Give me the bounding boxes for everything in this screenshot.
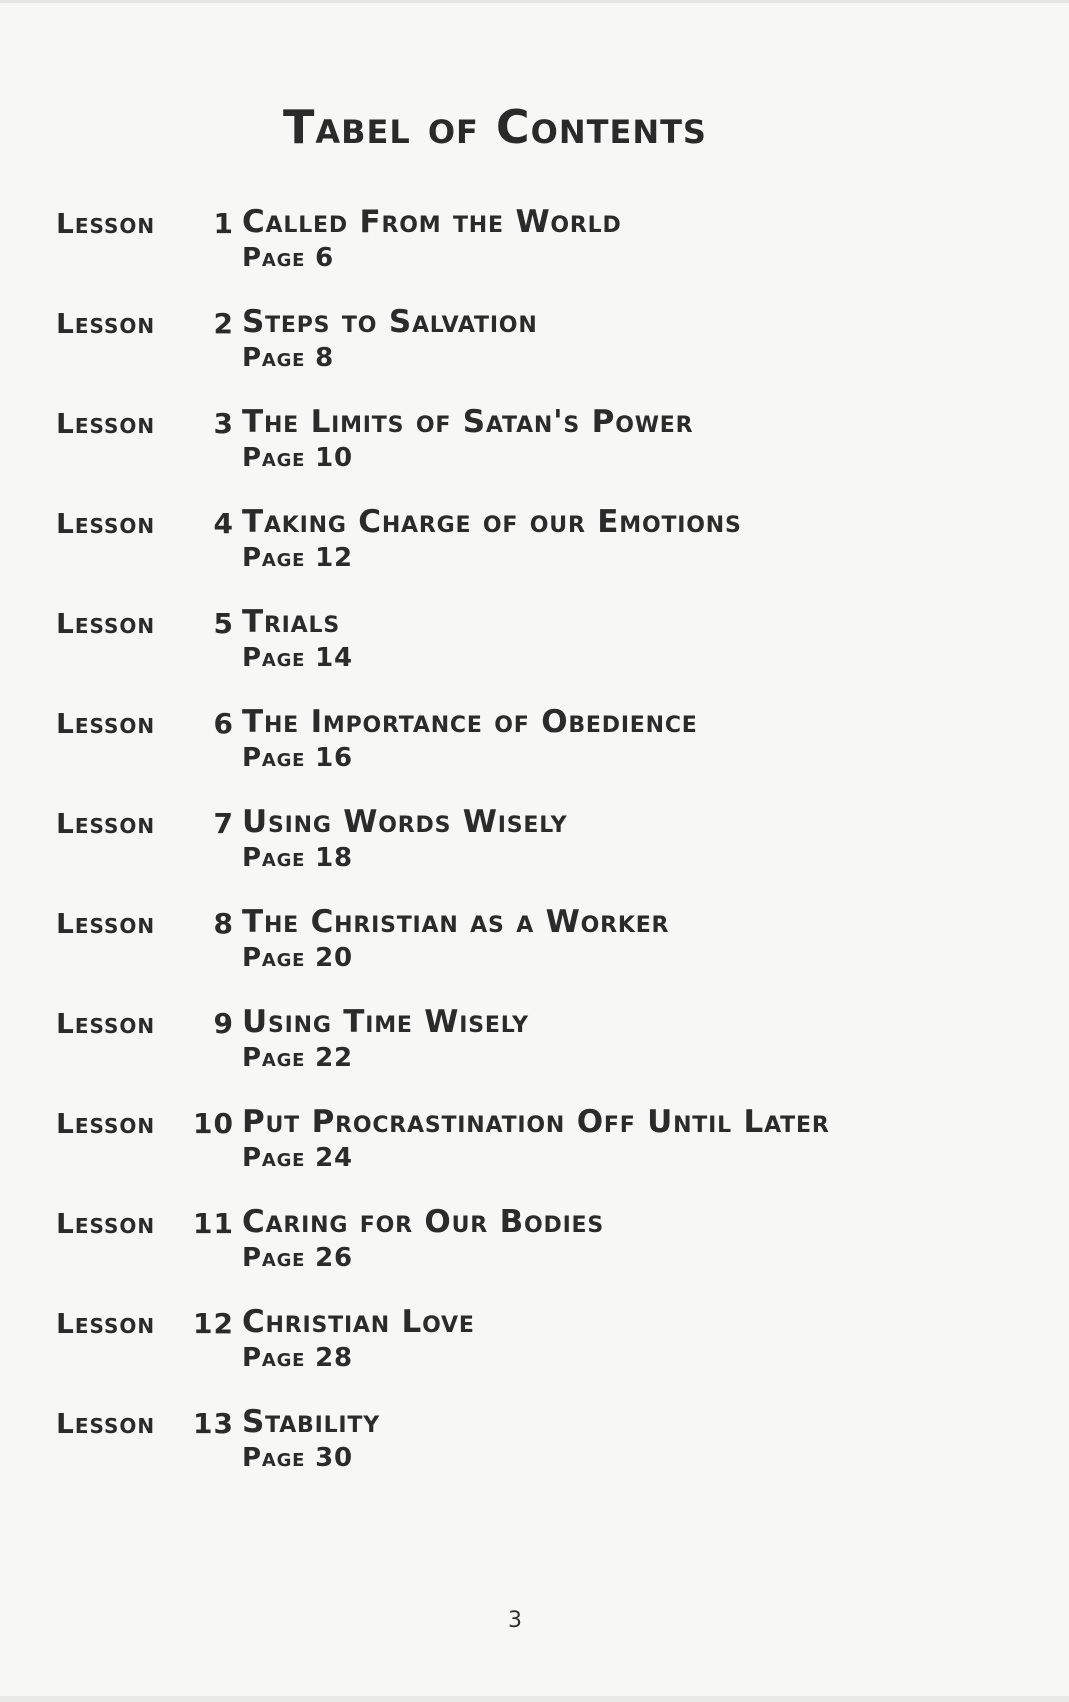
lesson-number: 6 <box>213 707 234 740</box>
lesson-item <box>242 1003 529 1103</box>
lesson-item <box>242 803 567 903</box>
lesson-title[interactable]: Steps to Salvation <box>242 304 538 340</box>
toc-entry-10[interactable] <box>56 1103 916 1203</box>
lesson-label <box>56 1203 242 1303</box>
lesson-title[interactable]: Using Time Wisely <box>242 1004 529 1040</box>
toc-entry-8[interactable] <box>56 903 916 1003</box>
lesson-label <box>56 503 242 603</box>
lesson-title[interactable]: Using Words Wisely <box>242 804 568 840</box>
toc-entry-1[interactable] <box>56 203 916 303</box>
lesson-word: Lesson <box>56 607 156 640</box>
lesson-number: 12 <box>193 1307 234 1340</box>
lesson-title[interactable]: Taking Charge of our Emotions <box>242 504 742 540</box>
lesson-title[interactable]: Called From the World <box>242 204 622 240</box>
lesson-label <box>56 1003 242 1103</box>
lesson-page: Page 22 <box>242 1043 353 1073</box>
page-number: 3 <box>508 1608 522 1633</box>
lesson-number: 11 <box>193 1207 234 1240</box>
lesson-word: Lesson <box>56 1307 156 1340</box>
lesson-title[interactable]: The Christian as a Worker <box>242 904 670 940</box>
lesson-label <box>56 703 242 803</box>
lesson-title[interactable]: Christian Love <box>242 1304 475 1340</box>
lesson-number: 7 <box>213 807 234 840</box>
lesson-page: Page 28 <box>242 1343 353 1373</box>
lesson-title[interactable]: Stability <box>242 1404 380 1440</box>
lesson-number: 13 <box>193 1407 234 1440</box>
lesson-page: Page 10 <box>242 443 353 473</box>
lesson-number: 9 <box>213 1007 234 1040</box>
lesson-page: Page 30 <box>242 1443 353 1473</box>
lesson-page: Page 20 <box>242 943 353 973</box>
lesson-word: Lesson <box>56 307 156 340</box>
lesson-label <box>56 403 242 503</box>
lesson-word: Lesson <box>56 1107 156 1140</box>
lesson-title[interactable]: The Importance of Obedience <box>242 704 698 740</box>
lesson-word: Lesson <box>56 507 156 540</box>
lesson-title[interactable]: Caring for Our Bodies <box>242 1204 605 1240</box>
lesson-page: Page 18 <box>242 843 353 873</box>
lesson-item <box>242 1103 830 1203</box>
lesson-label <box>56 1303 242 1403</box>
toc-entry-3[interactable] <box>56 403 916 503</box>
lesson-title[interactable]: The Limits of Satan's Power <box>242 404 694 440</box>
lesson-label <box>56 1103 242 1203</box>
lesson-label <box>56 203 242 303</box>
lesson-word: Lesson <box>56 407 156 440</box>
toc-entry-13[interactable] <box>56 1403 916 1503</box>
toc-entry-2[interactable] <box>56 303 916 403</box>
lesson-word: Lesson <box>56 1007 156 1040</box>
lesson-page: Page 24 <box>242 1143 353 1173</box>
lesson-page: Page 6 <box>242 243 334 273</box>
lesson-item <box>242 1203 604 1303</box>
lesson-word: Lesson <box>56 707 156 740</box>
lesson-item <box>242 303 538 403</box>
lesson-number: 4 <box>213 507 234 540</box>
lesson-number: 10 <box>193 1107 234 1140</box>
toc-entry-12[interactable] <box>56 1303 916 1403</box>
toc-entry-7[interactable] <box>56 803 916 903</box>
lesson-word: Lesson <box>56 1407 156 1440</box>
lesson-item <box>242 703 698 803</box>
lesson-item <box>242 1403 380 1503</box>
toc-entry-4[interactable] <box>56 503 916 603</box>
page-title: Tabel of Contents <box>283 100 707 154</box>
lesson-label <box>56 303 242 403</box>
lesson-page: Page 16 <box>242 743 353 773</box>
lesson-page: Page 8 <box>242 343 334 373</box>
lesson-number: 3 <box>213 407 234 440</box>
lesson-word: Lesson <box>56 1207 156 1240</box>
lesson-label <box>56 603 242 703</box>
lesson-item <box>242 503 742 603</box>
lesson-word: Lesson <box>56 807 156 840</box>
lesson-item <box>242 903 669 1003</box>
lesson-item <box>242 203 622 303</box>
lesson-number: 5 <box>213 607 234 640</box>
lesson-page: Page 14 <box>242 643 353 673</box>
lesson-title[interactable]: Trials <box>242 604 340 640</box>
lesson-word: Lesson <box>56 907 156 940</box>
lesson-number: 8 <box>213 907 234 940</box>
lesson-number: 2 <box>213 307 234 340</box>
toc-entry-5[interactable] <box>56 603 916 703</box>
lesson-label <box>56 903 242 1003</box>
lesson-label <box>56 803 242 903</box>
lesson-page: Page 26 <box>242 1243 353 1273</box>
table-of-contents <box>56 203 916 1503</box>
toc-entry-11[interactable] <box>56 1203 916 1303</box>
lesson-item <box>242 1303 475 1403</box>
lesson-item <box>242 403 693 503</box>
toc-entry-6[interactable] <box>56 703 916 803</box>
lesson-item <box>242 603 353 703</box>
lesson-number: 1 <box>213 207 234 240</box>
lesson-page: Page 12 <box>242 543 353 573</box>
lesson-label <box>56 1403 242 1503</box>
toc-entry-9[interactable] <box>56 1003 916 1103</box>
lesson-title[interactable]: Put Procrastination Off Until Later <box>242 1104 830 1140</box>
lesson-word: Lesson <box>56 207 156 240</box>
